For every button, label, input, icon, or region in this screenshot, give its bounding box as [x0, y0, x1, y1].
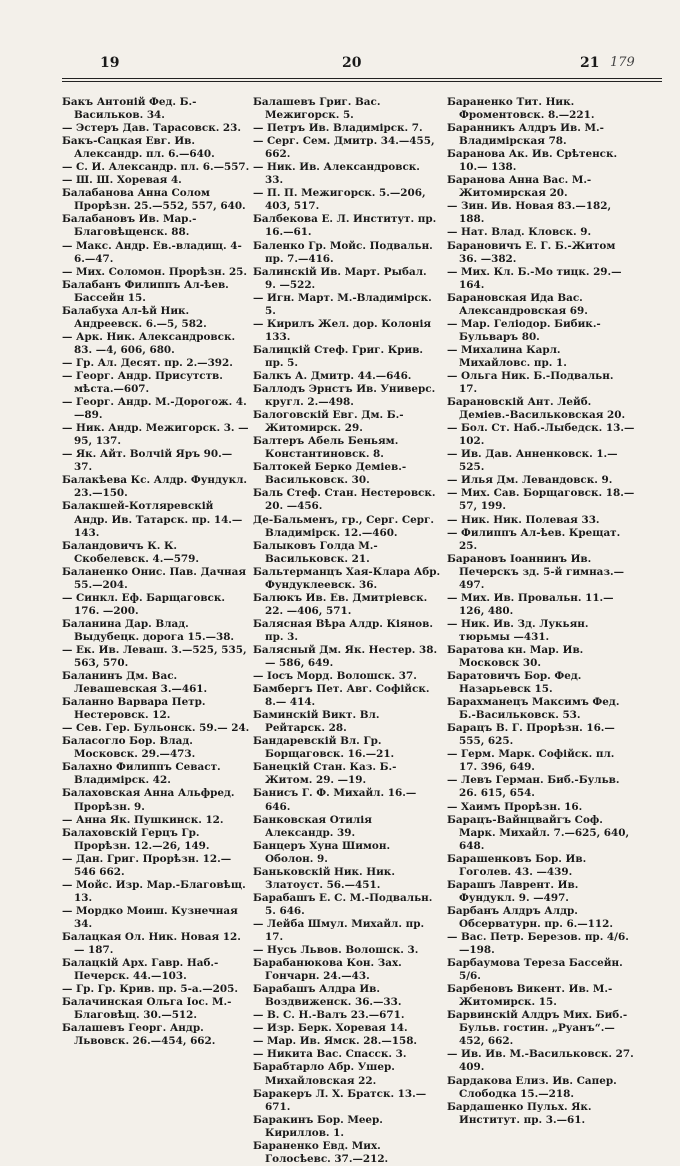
- directory-entry: Балинскій Ив. Март. Рыбал. 9. —522.: [253, 265, 427, 291]
- directory-entry: Бандаревскій Вл. Гр. Борщаговск. 16.—21.: [253, 735, 395, 761]
- directory-entry: — В. С. Н.-Валъ 23.—671.: [253, 1009, 405, 1022]
- directory-entry: Баранова Ак. Ив. Срѣтенск. 10.— 138.: [447, 148, 618, 174]
- directory-entry: — Як. Айт. Волчій Яръ 90.— 37.: [62, 448, 233, 474]
- directory-entry: — Мих. Соломон. Прорѣзн. 25.: [62, 265, 248, 278]
- directory-entry: Балашевъ Григ. Вас. Межигорск. 5.: [253, 96, 381, 122]
- directory-entry: Барановскій Ант. Лейб. Деміев.-Васильковская 20.: [447, 396, 626, 422]
- directory-entry: — Мих. Ив. Провальн. 11.—126, 480.: [447, 591, 614, 617]
- directory-entry: Барабашъ Алдра Ив. Воздвиженск. 36.—33.: [253, 983, 402, 1009]
- directory-entry: Банковская Отилія Александр. 39.: [253, 813, 372, 839]
- directory-entry: Барбанъ Алдръ Алдр. Обсерватурн. пр. 6.—112.: [447, 904, 613, 930]
- directory-column-2: [253, 96, 441, 1165]
- directory-entry: — Михалина Карл. Михайловс. пр. 1.: [447, 343, 567, 369]
- directory-entry: — Серг. Сем. Дмитр. 34.—455, 662.: [253, 135, 435, 161]
- directory-entry: Балбекова Е. Л. Институт. пр. 16.—61.: [253, 213, 437, 239]
- directory-entry: — Сев. Гер. Бульонск. 59.— 24.: [62, 722, 250, 735]
- directory-entry: Баланно Варвара Петр. Нестеровск. 12.: [62, 696, 206, 722]
- directory-entry: Балакѣева Кс. Алдр. Фундукл. 23.—150.: [62, 474, 248, 500]
- directory-entry: — Нусь Львов. Волошск. 3.: [253, 944, 419, 957]
- directory-entry: — Іосъ Морд. Волошск. 37.: [253, 670, 417, 683]
- directory-entry: Барашенковъ Бор. Ив. Гоголев. 43. —439.: [447, 852, 587, 878]
- header-rule: [62, 78, 662, 82]
- directory-entry: — Ив. Дав. Анненковск. 1.— 525.: [447, 448, 618, 474]
- page-number-right: 21: [580, 55, 600, 71]
- directory-entry: — Ник. Андр. Межигорск. 3. —95, 137.: [62, 422, 249, 448]
- directory-entry: Барбеновъ Викент. Ив. М.-Житомирск. 15.: [447, 983, 613, 1009]
- directory-column-1: [62, 96, 250, 1048]
- directory-column-3: [447, 96, 635, 1126]
- directory-entry: Баратовичъ Бор. Фед. Назарьевск 15.: [447, 670, 582, 696]
- directory-entry: — Ник. Ник. Полевая 33.: [447, 513, 600, 526]
- directory-entry: — Гр. Гр. Крив. пр. 5-а.—205.: [62, 983, 238, 996]
- directory-entry: Барановская Ида Вас. Александровская 69.: [447, 291, 588, 317]
- directory-entry: Баленко Гр. Мойс. Подвальн. пр. 7.—416.: [253, 239, 433, 265]
- directory-entry: Балясный Дм. Як. Нестер. 38.— 586, 649.: [253, 643, 438, 670]
- directory-entry: Бараненко Евд. Мих. Голосѣевс. 37.—212.: [253, 1139, 389, 1165]
- directory-entry: — Арк. Ник. Александровск. 83. —4, 606, 680.: [62, 330, 236, 356]
- directory-entry: — Левъ Герман. Биб.-Бульв. 26. 615, 654.: [447, 774, 620, 800]
- directory-entry: — Герм. Марк. Софійск. пл. 17. 396, 649.: [447, 748, 615, 774]
- directory-entry: Банцеръ Хуна Шимон. Оболон. 9.: [253, 839, 391, 865]
- directory-entry: Баланина Дар. Влад. Выдубецк. дорога 15.—38.: [62, 617, 235, 643]
- directory-entry: — Ник. Ив. Александровск. 33.: [253, 161, 420, 187]
- directory-entry: Балацкая Ол. Ник. Новая 12.— 187.: [62, 931, 241, 957]
- directory-entry: Баллодъ Эрнстъ Ив. Универс. кругл. 2.—498.: [253, 383, 436, 409]
- directory-entry: Баланинъ Дм. Вас. Левашевская 3.—461.: [62, 670, 208, 696]
- directory-entry: — П. П. Межигорск. 5.—206, 403, 517.: [253, 187, 426, 213]
- directory-entry: — Изр. Берк. Хоревая 14.: [253, 1022, 408, 1035]
- directory-entry: Барашъ Лаврент. Ив. Фундукл. 9. —497.: [447, 878, 579, 904]
- directory-entry: — Мар. Ив. Ямск. 28.—158.: [253, 1035, 418, 1048]
- directory-entry: Баль Стеф. Стан. Нестеровск. 20. —456.: [253, 487, 436, 513]
- directory-entry: Балаховская Анна Альфред. Прорѣзн. 9.: [62, 787, 235, 813]
- directory-entry: — Зин. Ив. Новая 83.—182, 188.: [447, 200, 612, 226]
- directory-entry: Балабанова Анна Солом Прорѣзн. 25.—552, 557, 640.: [62, 187, 246, 213]
- directory-entry: Балашевъ Георг. Андр. Львовск. 26.—454, 662.: [62, 1022, 216, 1048]
- directory-entry: — Мойс. Изр. Мар.-Благовѣщ. 13.: [62, 878, 246, 904]
- directory-entry: Баранникъ Алдръ Ив. М.-Владимірская 78.: [447, 122, 604, 148]
- directory-entry: Балкъ А. Дмитр. 44.—646.: [253, 369, 412, 382]
- directory-entry: Баранова Анна Вас. М.-Житомирская 20.: [447, 174, 592, 200]
- directory-entry: — Анна Як. Пушкинск. 12.: [62, 813, 224, 826]
- directory-entry: Бакъ Антоній Фед. Б.-Васильков. 34.: [62, 96, 197, 122]
- directory-entry: — Хаимъ Прорѣзн. 16.: [447, 800, 583, 813]
- directory-entry: Бараненко Тит. Ник. Фроментовск. 8.—221.: [447, 96, 595, 122]
- directory-entry: — Никита Вас. Спасск. 3.: [253, 1048, 407, 1061]
- directory-entry: Бардашенко Пульх. Як. Институт. пр. 3.—61.: [447, 1100, 592, 1126]
- directory-entry: Бальтерманцъ Хая-Клара Абр. Фундуклеевск. 36.: [253, 565, 441, 591]
- directory-entry: — Кирилъ Жел. дор. Колонія 133.: [253, 317, 432, 343]
- directory-entry: — Дан. Григ. Прорѣзн. 12.— 546 662.: [62, 852, 232, 878]
- directory-entry: Баланенко Онис. Пав. Дачная 55.—204.: [62, 565, 247, 591]
- directory-entry: — С. И. Александр. пл. 6.—557.: [62, 161, 250, 174]
- directory-entry: — Мих. Сав. Борщаговск. 18.— 57, 199.: [447, 487, 635, 513]
- directory-entry: Барановичъ Е. Г. Б.-Житом 36. —382.: [447, 239, 616, 265]
- directory-entry: Барабанюкова Кон. Зах. Гончарн. 24.—43.: [253, 957, 402, 983]
- directory-entry: Барабашъ Е. С. М.-Подвальн. 5. 646.: [253, 891, 433, 917]
- directory-entry: Балюкъ Ив. Ев. Дмитріевск. 22. —406, 571.: [253, 591, 428, 617]
- directory-entry: Балыковъ Голда М.-Васильковск. 21.: [253, 539, 378, 565]
- directory-entry: — Георг. Андр. Присутств. мѣста.—607.: [62, 369, 223, 396]
- directory-entry: Баракинъ Бор. Меер. Кириллов. 1.: [253, 1113, 383, 1139]
- directory-entry: Баньковскій Ник. Ник. Златоуст. 56.—451.: [253, 865, 395, 891]
- directory-entry: — Мар. Геліодор. Бибик.-Бульваръ 80.: [447, 317, 601, 343]
- directory-entry: — Петръ Ив. Владимірск. 7.: [253, 122, 423, 135]
- directory-entry: — Нат. Влад. Кловск. 9.: [447, 226, 592, 239]
- directory-entry: — Ольга Ник. Б.-Подвальн. 17.: [447, 369, 614, 396]
- directory-entry: Балабановъ Ив. Мар.-Благовѣщенск. 88.: [62, 213, 197, 239]
- directory-entry: Баракеръ Л. Х. Братск. 13.—671.: [253, 1087, 427, 1113]
- page-number-left: 19: [100, 55, 120, 71]
- directory-entry: — Мих. Кл. Б.-Мо тицк. 29.— 164.: [447, 265, 622, 291]
- directory-entry: Балабуха Ал-ѣй Ник. Андреевск. 6.—5, 582.: [62, 304, 207, 330]
- directory-entry: — Ив. Ив. М.-Васильковск. 27. 409.: [447, 1048, 634, 1074]
- directory-entry: — Вас. Петр. Березов. пр. 4/6. —198.: [447, 931, 629, 957]
- directory-entry: Баландовичъ К. К. Скобелевск. 4.—579.: [62, 539, 200, 565]
- directory-entry: Барацъ В. Г. Прорѣзн. 16.—555, 625.: [447, 722, 615, 748]
- directory-entry: Балтеръ Абель Беньям. Константиновск. 8.: [253, 435, 399, 461]
- directory-entry: — Георг. Андр. М.-Дорогож. 4. —89.: [62, 396, 247, 422]
- directory-entry: — Илья Дм. Левандовск. 9.: [447, 474, 613, 487]
- directory-entry: Бардакова Елиз. Ив. Сапер. Слободка 15.—218.: [447, 1074, 617, 1100]
- directory-entry: — Ш. Ш. Хоревая 4.: [62, 174, 182, 187]
- directory-entry: Балакшей-Котляревскій Андр. Ив. Татарск. пр. 14.—143.: [62, 500, 243, 539]
- directory-entry: Барацъ-Вайнцвайгъ Соф. Марк. Михайл. 7.—625, 640, 648.: [447, 813, 630, 852]
- directory-entry: — Гр. Ал. Десят. пр. 2.—392.: [62, 356, 233, 369]
- page-number-center: 20: [342, 55, 362, 71]
- directory-entry: Балахно Филиппъ Севаст. Владимірск. 42.: [62, 761, 221, 787]
- directory-entry: Балтокей Берко Деміев.-Васильковск. 30.: [253, 461, 407, 487]
- directory-entry: Банисъ Г. Ф. Михайл. 16.—646.: [253, 787, 417, 813]
- directory-entry: — Мордко Моиш. Кузнечная 34.: [62, 904, 238, 930]
- directory-entry: Барвинскій Алдръ Мих. Биб.-Бульв. гостин. „Руанъ“.— 452, 662.: [447, 1009, 628, 1048]
- directory-entry: Банецкій Стан. Каз. Б.-Житом. 29. —19.: [253, 761, 397, 787]
- directory-entry: — Ник. Ив. Зд. Лукьян. тюрьмы —431.: [447, 617, 589, 643]
- directory-entry: Балоговскій Евг. Дм. Б.-Житомирск. 29.: [253, 409, 404, 435]
- directory-entry: Балачинская Ольга Іос. М.-Благовѣщ. 30.—512.: [62, 996, 232, 1022]
- directory-entry: — Макс. Андр. Ев.-владищ. 4-6.—47.: [62, 239, 242, 265]
- directory-entry: Балицкій Стеф. Григ. Крив. пр. 5.: [253, 343, 424, 369]
- directory-entry: — Бол. Ст. Наб.-Лыбедск. 13.— 102.: [447, 422, 635, 448]
- directory-entry: — Игн. Март. М.-Владимірск. 5.: [253, 291, 432, 317]
- directory-entry: Баратова кн. Мар. Ив. Московск 30.: [447, 643, 584, 670]
- directory-entry: Бакъ-Сацкая Евг. Ив. Александр. пл. 6.—640.: [62, 135, 215, 161]
- directory-entry: — Ек. Ив. Леваш. 3.—525, 535, 563, 570.: [62, 643, 247, 670]
- directory-entry: Балаховскій Герцъ Гр. Прорѣзн. 12.—26, 149.: [62, 826, 210, 852]
- directory-entry: — Синкл. Еф. Барщаговск. 176. —200.: [62, 591, 225, 617]
- handwritten-mark: 179: [610, 55, 635, 70]
- directory-entry: Барбаумова Тереза Бассейн. 5/6.: [447, 957, 623, 983]
- directory-entry: Барановъ Іоаннинъ Ив. Печерскъ зд. 5-й гимназ.—497.: [447, 552, 625, 591]
- directory-entry: Де-Бальменъ, гр., Серг. Серг. Владимірск. 12.—460.: [253, 513, 434, 539]
- directory-entry: Баласогло Бор. Влад. Московск. 29.—473.: [62, 735, 196, 761]
- directory-entry: Балясная Вѣра Алдр. Кіянов. пр. 3.: [253, 617, 433, 643]
- directory-entry: Барахманецъ Максимъ Фед. Б.-Васильковск. 53.: [447, 696, 620, 722]
- directory-entry: — Филиппъ Ал-ѣев. Крещат. 25.: [447, 526, 621, 552]
- page-header: [62, 55, 662, 77]
- directory-entry: Баминскій Викт. Вл. Рейтарск. 28.: [253, 709, 380, 735]
- directory-entry: — Эстеръ Дав. Тарасовск. 23.: [62, 122, 242, 135]
- directory-entry: Барабтарло Абр. Ушер. Михайловская 22.: [253, 1061, 395, 1087]
- directory-entry: Балацкій Арх. Гавр. Наб.-Печерск. 44.—103.: [62, 957, 219, 983]
- directory-entry: Бамбергъ Пет. Авг. Софійск. 8.— 414.: [253, 683, 430, 709]
- directory-entry: Балабанъ Филиппъ Ал-ѣев. Бассейн 15.: [62, 278, 229, 304]
- directory-entry: — Лейба Шмул. Михайл. пр. 17.: [253, 917, 425, 943]
